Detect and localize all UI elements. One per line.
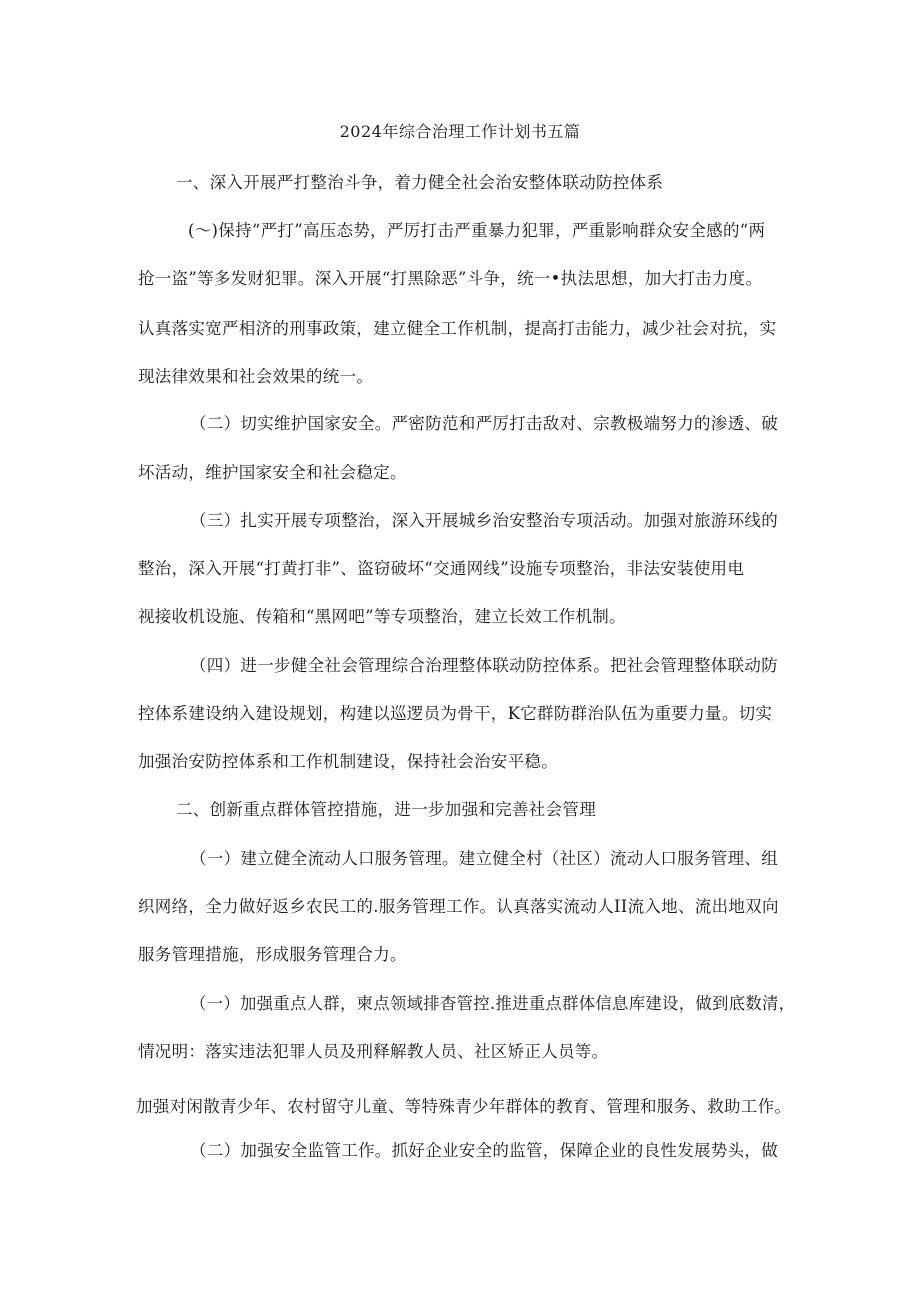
paragraph-line: 织网络，全力做好返乡农民工的.服务管理工作。认真落实流动人II流入地、流出地双向: [138, 897, 779, 916]
paragraph-line: （四）进一步健全社会管理综合治理整体联动防控体系。把社会管理整体联动防: [190, 656, 778, 675]
paragraph-line: （一）建立健全流动人口服务管理。建立健全村（社区）流动人口服务管理、组: [190, 849, 778, 868]
paragraph-line: （二）加强安全监管工作。抓好企业安全的监管，保障企业的良性发展势头，做: [190, 1141, 778, 1160]
paragraph-line: (〜)保持“严打”高压态势，严厉打击严重暴力犯罪，严重影响群众安全感的“两: [188, 221, 766, 240]
paragraph-line: 坏活动，维护国家安全和社会稳定。: [138, 463, 407, 482]
paragraph-line: （二）切实维护国家安全。严密防范和严厉打击敌对、宗教极端努力的渗透、破: [190, 414, 778, 433]
paragraph-line: 情况明：落实违法犯罪人员及刑释解教人员、社区矫正人员等。: [138, 1042, 609, 1061]
paragraph-line: 认真落实宽严相济的刑事政策，建立健全工作机制，提高打击能力，减少社会对抗，实: [138, 319, 777, 338]
document-title: 2024年综合治理工作计划书五篇: [339, 122, 581, 141]
paragraph-line: 整治，深入开展“打黄打非”、盗窃破坏“交通网线”设施专项整治，非法安装使用电: [138, 559, 745, 578]
paragraph-line: 现法律效果和社会效果的统一。: [138, 367, 374, 386]
paragraph-line: 抢一盗”等多发财犯罪。深入开展“打黑除恶”斗争，统一•执法思想，加大打击力度。: [138, 269, 763, 288]
paragraph-line: （一）加强重点人群，柬点领域排杳管控.推进重点群体信息库建设，做到底数清，: [190, 994, 796, 1013]
section-heading-1: 一、深入开展严打整治斗争，着力健全社会治安整体联动防控体系: [176, 173, 664, 192]
section-heading-2: 二、创新重点群体管控措施，进一步加强和完善社会管理: [176, 800, 596, 819]
paragraph-line: 控体系建设纳入建设规划，构建以巡逻员为骨干，K它群防群治队伍为重要力量。切实: [138, 704, 773, 723]
paragraph-line: 加强对闲散青少年、农村留守儿童、等特殊青少年群体的教育、管理和服务、救助工作。: [136, 1097, 792, 1116]
paragraph-line: 视接收机设施、传箱和“黑网吧”等专项整治，建立长效工作机制。: [138, 607, 626, 626]
paragraph-line: （三）扎实开展专项整治，深入开展城乡治安整治专项活动。加强对旅游环线的: [190, 511, 778, 530]
paragraph-line: 服务管理措施，形成服务管理合力。: [138, 945, 407, 964]
paragraph-line: 加强治安防控体系和工作机制建设，保持社会治安平稳。: [138, 752, 558, 771]
